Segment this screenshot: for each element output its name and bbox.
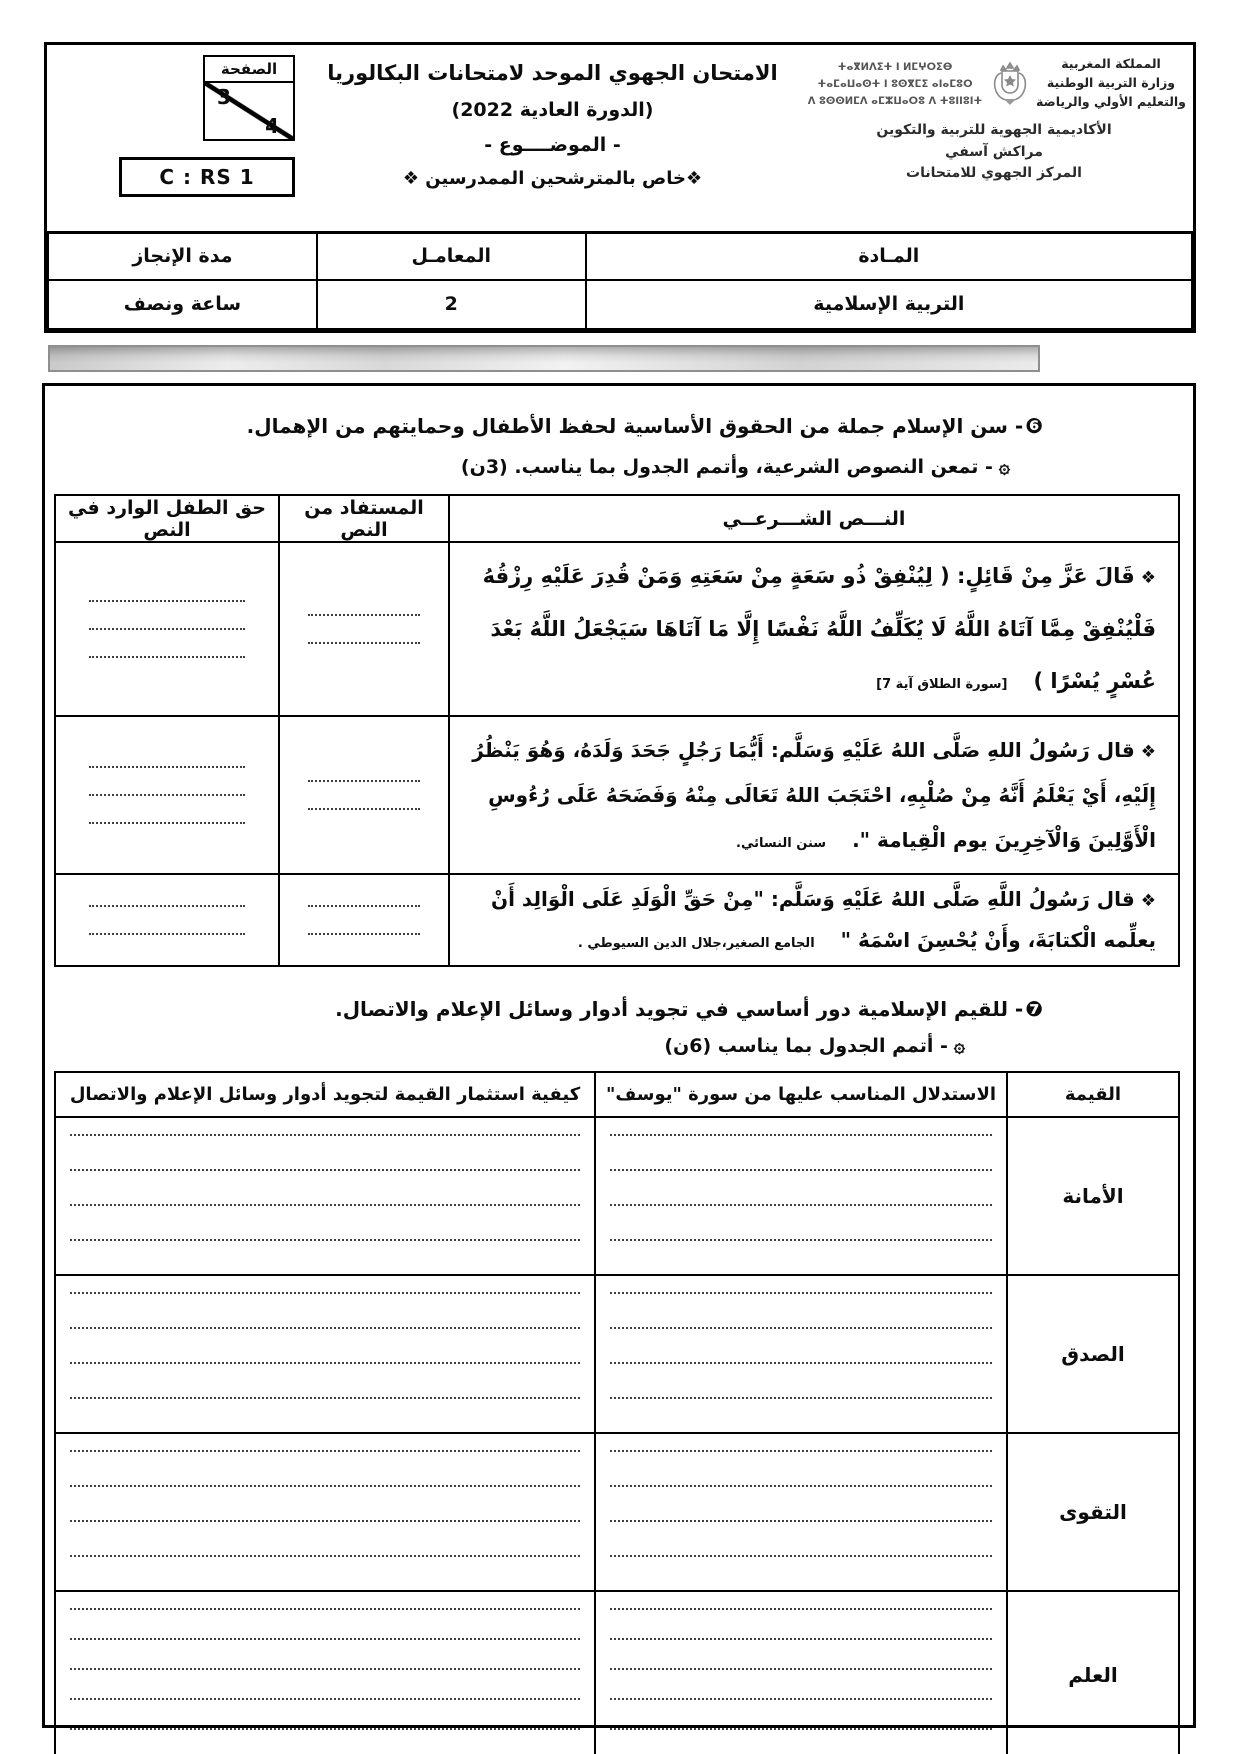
answer-blank-line <box>70 1698 580 1700</box>
government-arabic-lines <box>1035 55 1187 111</box>
hadith-1-source: سنن النسائي. <box>736 835 827 851</box>
quran-verse-cell <box>449 542 1179 716</box>
question-6-title <box>45 386 1193 438</box>
answer-blank-line <box>70 1134 580 1136</box>
answer-blank-line <box>89 794 244 796</box>
value-label: الأمانة <box>1007 1117 1179 1275</box>
value-label: العلم <box>1007 1591 1179 1754</box>
answer-blank-line <box>610 1520 992 1522</box>
answer-blank-line <box>89 766 244 768</box>
answer-blank-line <box>89 656 244 658</box>
meta-header-subject: المـادة <box>586 233 1192 280</box>
academy-name: الأكاديمية الجهوية للتربية والتكوين <box>876 122 1112 138</box>
exam-center: المركز الجهوي للامتحانات <box>906 165 1082 182</box>
answer-blank-line <box>610 1169 992 1171</box>
answer-blank-line <box>70 1204 580 1206</box>
answer-blank-line <box>610 1555 992 1557</box>
header-box <box>44 42 1196 333</box>
q7-col-usage: كيفية استثمار القيمة لتجويد أدوار وسائل الإعلام والاتصال <box>55 1072 595 1117</box>
answer-blank-line <box>308 905 420 907</box>
q6-table-header-row <box>55 495 1179 542</box>
answer-blank-line <box>89 600 244 602</box>
answer-blank-line <box>610 1362 992 1364</box>
answer-blank-line <box>70 1292 580 1294</box>
answer-blank-line <box>610 1698 992 1700</box>
answer-blank-line <box>610 1450 992 1452</box>
answer-blank-line <box>610 1204 992 1206</box>
q7-row-piety <box>55 1433 1179 1591</box>
benefit-answer-cell <box>279 716 449 874</box>
q7-row-honesty <box>55 1117 1179 1275</box>
header-top <box>47 45 1193 231</box>
answer-blank-line <box>610 1239 992 1241</box>
answer-blank-line <box>610 1668 992 1670</box>
q7-col-evidence: الاستدلال المناسب عليها من سورة "يوسف" <box>595 1072 1007 1117</box>
answer-blank-line <box>70 1728 580 1730</box>
answer-blank-line <box>308 933 420 935</box>
tifinagh-lines <box>805 55 985 110</box>
answer-blank-line <box>89 905 244 907</box>
meta-header-duration: مدة الإنجاز <box>48 233 317 280</box>
q7-table-header-row <box>55 1072 1179 1117</box>
answer-blank-line <box>70 1362 580 1364</box>
q6-col-benefit: المستفاد من النص <box>279 495 449 542</box>
meta-value-duration: ساعة ونصف <box>48 280 317 329</box>
q7-col-value: القيمة <box>1007 1072 1179 1117</box>
answer-blank-line <box>70 1520 580 1522</box>
scan-artifact-bar <box>48 345 1040 372</box>
answer-blank-line <box>70 1169 580 1171</box>
exam-title: الامتحان الجهوي الموحد لامتحانات البكالوريا <box>327 61 778 85</box>
exam-subject-label: - الموضــــوع - <box>484 134 621 156</box>
answer-blank-line <box>308 780 420 782</box>
answer-blank-line <box>308 642 420 644</box>
answer-blank-line <box>70 1397 580 1399</box>
answer-blank-line <box>70 1555 580 1557</box>
q6-col-sharia-text: النـــص الشـــرعــي <box>449 495 1179 542</box>
tifinagh-line: ⴷ ⵓⵙⵙⵍⵎⴷ ⴰⵎⵣⵡⴰⵔⵓ ⴷ ⵜⵓⵏⵏⵓⵏⵜ <box>807 96 983 107</box>
academy-lines <box>801 120 1187 185</box>
answer-blank-line <box>70 1668 580 1670</box>
answer-blank-line <box>610 1397 992 1399</box>
question-6-text: - سن الإسلام جملة من الحقوق الأساسية لحفظ الأطفال وحمايتهم من الإهمال. <box>246 414 1024 438</box>
questions-box <box>42 383 1196 1728</box>
exam-code: C : RS 1 <box>119 157 295 197</box>
exam-candidates-note: ❖خاص بالمترشحين الممدرسين ❖ <box>402 168 703 189</box>
page-fraction <box>205 83 293 139</box>
academy-region: مراكش آسفي <box>945 143 1043 160</box>
answer-blank-line <box>308 614 420 616</box>
kingdom-line: المملكة المغربية <box>1061 56 1161 71</box>
answer-blank-line <box>70 1608 580 1610</box>
diamond-bullet-icon: ❖ <box>1140 741 1156 762</box>
meta-header-row <box>48 233 1192 280</box>
evidence-answer-cell <box>595 1275 1007 1433</box>
question-7-number: ❼ <box>1025 997 1043 1021</box>
evidence-answer-cell <box>595 1591 1007 1754</box>
answer-blank-line <box>70 1239 580 1241</box>
value-label: التقوى <box>1007 1433 1179 1591</box>
question-7-title <box>45 967 1193 1021</box>
q7-table <box>54 1071 1180 1754</box>
question-7-text: - للقيم الإسلامية دور أساسي في تجويد أدوار وسائل الإعلام والاتصال. <box>335 997 1024 1021</box>
evidence-answer-cell <box>595 1433 1007 1591</box>
page-label: الصفحة <box>205 57 293 83</box>
q6-row-hadith-2 <box>55 874 1179 966</box>
answer-blank-line <box>610 1608 992 1610</box>
q6-row-hadith-1 <box>55 716 1179 874</box>
answer-blank-line <box>610 1728 992 1730</box>
meta-value-subject: التربية الإسلامية <box>586 280 1192 329</box>
evidence-answer-cell <box>595 1117 1007 1275</box>
usage-answer-cell <box>55 1433 595 1591</box>
question-6-instruction <box>45 438 1193 478</box>
meta-value-row <box>48 280 1192 329</box>
child-right-answer-cell <box>55 542 279 716</box>
diamond-bullet-icon: ❖ <box>1140 568 1156 589</box>
answer-blank-line <box>610 1134 992 1136</box>
answer-blank-line <box>89 933 244 935</box>
rub-el-hizb-icon: ۞ <box>953 1035 965 1057</box>
quran-verse-reference: [سورة الطلاق آية 7] <box>876 677 1008 693</box>
government-row <box>801 55 1187 117</box>
answer-blank-line <box>610 1638 992 1640</box>
page-total: 4 <box>265 114 279 138</box>
hadith-2-cell <box>449 874 1179 966</box>
meta-value-coefficient: 2 <box>317 280 586 329</box>
answer-blank-line <box>308 808 420 810</box>
question-6-number: ❻ <box>1025 414 1043 438</box>
hadith-2-text: قال رَسُولُ اللَّهِ صَلَّى اللهُ عَلَيْهِ وَسَلَّم: "مِنْ حَقِّ الْوَلَدِ عَلَى الْوَالِد أَنْ يعلِّمه الْكتابَةَ، وأَنْ يُحْسِنَ اسْمَهُ " <box>491 887 1156 952</box>
value-label: الصدق <box>1007 1275 1179 1433</box>
meta-header-coefficient: المعامـل <box>317 233 586 280</box>
tifinagh-line: ⵜⴰⴳⵍⴷⵉⵜ ⵏ ⵍⵎⵖⵔⵉⴱ <box>837 62 953 73</box>
question-6-instruction-text: - تمعن النصوص الشرعية، وأتمم الجدول بما يناسب. (3ن) <box>460 456 993 478</box>
q7-row-truthfulness <box>55 1275 1179 1433</box>
benefit-answer-cell <box>279 874 449 966</box>
answer-blank-line <box>89 628 244 630</box>
answer-blank-line <box>610 1292 992 1294</box>
question-7-instruction <box>45 1021 1193 1057</box>
usage-answer-cell <box>55 1275 595 1433</box>
benefit-answer-cell <box>279 542 449 716</box>
q6-col-child-right: حق الطفل الوارد في النص <box>55 495 279 542</box>
answer-blank-line <box>610 1327 992 1329</box>
ministry-line-2: والتعليم الأولي والرياضة <box>1036 93 1186 109</box>
answer-blank-line <box>70 1327 580 1329</box>
answer-blank-line <box>70 1450 580 1452</box>
quran-verse-text: قَالَ عَزَّ مِنْ قَائِلٍ: ( لِيُنْفِقْ ذُو سَعَةٍ مِنْ سَعَتِهِ وَمَنْ قُدِرَ عَلَيْهِ رِزْقُهُ فَلْيُنْفِقْ مِمَّا آتَاهُ اللَّهُ لَا يُكَلِّفُ اللَّهُ نَفْسًا إِلَّا مَا آتَاهَا سَيَجْعَلُ اللَّهُ بَعْدَ عُسْرٍ يُسْرًا ) <box>482 564 1156 694</box>
ministry-line: وزارة التربية الوطنية <box>1046 74 1176 90</box>
child-right-answer-cell <box>55 716 279 874</box>
q6-row-quran <box>55 542 1179 716</box>
usage-answer-cell <box>55 1591 595 1754</box>
q6-table <box>54 494 1180 967</box>
hadith-2-source: الجامع الصغير،جلال الدين السيوطي . <box>577 936 815 951</box>
hadith-1-cell <box>449 716 1179 874</box>
rub-el-hizb-icon: ۞ <box>998 456 1010 478</box>
page-number-box <box>203 55 295 141</box>
answer-blank-line <box>610 1485 992 1487</box>
hadith-1-text: قال رَسُولُ اللهِ صَلَّى اللهُ عَلَيْهِ وَسَلَّم: أَيُّمَا رَجُلٍ جَحَدَ وَلَدَهُ، وَهُوَ يَنْظُرُ إِلَيْهِ، أَيْ يَعْلَمُ أَنَّهُ مِنْ صُلْبِهِ، احْتَجَبَ اللهُ تَعَالَى مِنْهُ وَفَضَحَهُ عَلَى رُءُوسِ الْأَوَّلِينَ وَالْآخِرِينَ يوم الْقِيامة ". <box>472 737 1156 852</box>
answer-blank-line <box>70 1638 580 1640</box>
child-right-answer-cell <box>55 874 279 966</box>
exam-title-block <box>302 61 803 189</box>
exam-session: (الدورة العادية 2022) <box>451 99 654 121</box>
answer-blank-line <box>70 1485 580 1487</box>
page-code-block <box>65 55 295 197</box>
usage-answer-cell <box>55 1117 595 1275</box>
page-current: 3 <box>217 85 231 109</box>
answer-blank-line <box>89 822 244 824</box>
diamond-bullet-icon: ❖ <box>1140 891 1156 911</box>
ministry-block <box>801 55 1187 185</box>
coat-of-arms-icon <box>985 55 1035 117</box>
exam-meta-table <box>47 231 1193 330</box>
tifinagh-line: ⵜⴰⵎⴰⵡⴰⵙⵜ ⵏ ⵓⵙⴳⵎⵉ ⴰⵏⴰⵎⵓⵔ <box>817 79 973 90</box>
question-7-instruction-text: - أتمم الجدول بما يناسب (6ن) <box>664 1035 948 1057</box>
q7-row-knowledge <box>55 1591 1179 1754</box>
